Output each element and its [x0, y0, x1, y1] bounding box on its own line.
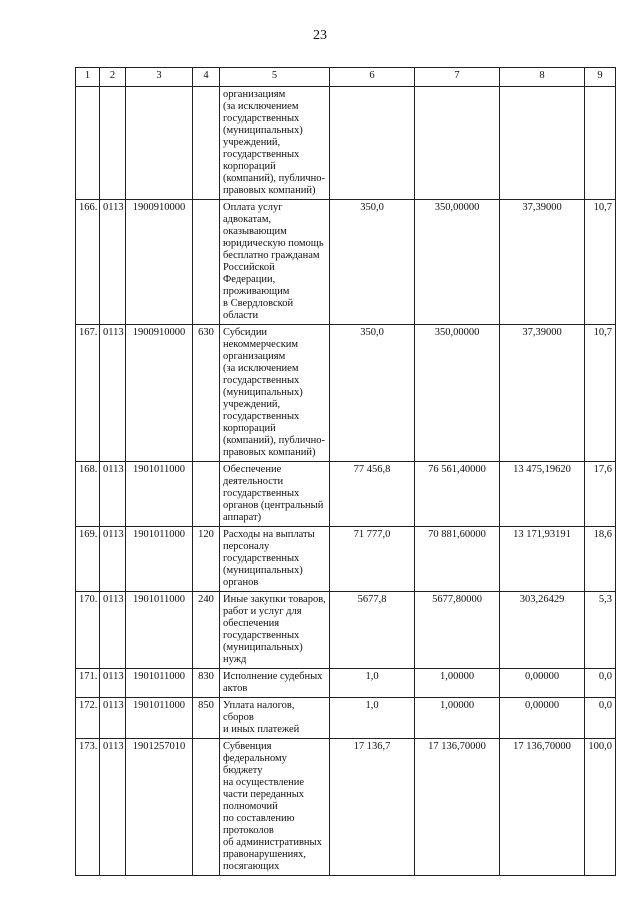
- target-code: 1901011000: [126, 592, 193, 669]
- planned-amount: 71 777,0: [330, 527, 415, 592]
- column-header-9: 9: [585, 68, 616, 87]
- table-body: [76, 87, 616, 876]
- target-code: 1901011000: [126, 698, 193, 739]
- approved-amount: 1,00000: [415, 669, 500, 698]
- row-number: 169.: [76, 527, 100, 592]
- column-header-2: 2: [100, 68, 126, 87]
- row-description: Иные закупки товаров, работ и услуг для обеспечения государственных (муниципальных) нужд: [220, 592, 330, 669]
- execution-percent: [585, 87, 616, 200]
- expense-type: [193, 87, 220, 200]
- executed-amount: [500, 87, 585, 200]
- planned-amount: [330, 87, 415, 200]
- expense-type: 830: [193, 669, 220, 698]
- executed-amount: 13 171,93191: [500, 527, 585, 592]
- row-number: 171.: [76, 669, 100, 698]
- row-description: Расходы на выплаты персоналу государственных (муниципальных) органов: [220, 527, 330, 592]
- execution-percent: 0,0: [585, 669, 616, 698]
- column-header-3: 3: [126, 68, 193, 87]
- row-description: Обеспечение деятельности государственных органов (центральный аппарат): [220, 462, 330, 527]
- executed-amount: 17 136,70000: [500, 739, 585, 876]
- row-number: 170.: [76, 592, 100, 669]
- expense-type: [193, 739, 220, 876]
- row-number: 167.: [76, 325, 100, 462]
- expense-type: 850: [193, 698, 220, 739]
- page-number: 23: [313, 28, 327, 43]
- executed-amount: 303,26429: [500, 592, 585, 669]
- row-description: Субсидии некоммерческим организациям (за исключением государственных (муниципальных) учреждений, государственных корпораций (компаний), публично- правовых компаний): [220, 325, 330, 462]
- budget-table: [75, 67, 616, 876]
- section-code: 0113: [100, 325, 126, 462]
- section-code: 0113: [100, 200, 126, 325]
- target-code: 1901011000: [126, 527, 193, 592]
- section-code: 0113: [100, 592, 126, 669]
- row-number: [76, 87, 100, 200]
- row-description: Оплата услуг адвокатам, оказывающим юридическую помощь бесплатно гражданам Российской Федерации, проживающим в Свердловской области: [220, 200, 330, 325]
- approved-amount: 350,00000: [415, 325, 500, 462]
- section-code: 0113: [100, 462, 126, 527]
- execution-percent: 0,0: [585, 698, 616, 739]
- table-row: [76, 87, 616, 200]
- table-row: [76, 669, 616, 698]
- executed-amount: 0,00000: [500, 698, 585, 739]
- column-header-8: 8: [500, 68, 585, 87]
- executed-amount: 0,00000: [500, 669, 585, 698]
- table-row: [76, 325, 616, 462]
- approved-amount: 76 561,40000: [415, 462, 500, 527]
- planned-amount: 1,0: [330, 669, 415, 698]
- expense-type: [193, 200, 220, 325]
- expense-type: [193, 462, 220, 527]
- table-row: [76, 739, 616, 876]
- approved-amount: 1,00000: [415, 698, 500, 739]
- section-code: 0113: [100, 739, 126, 876]
- column-header-6: 6: [330, 68, 415, 87]
- executed-amount: 37,39000: [500, 200, 585, 325]
- approved-amount: [415, 87, 500, 200]
- row-number: 173.: [76, 739, 100, 876]
- execution-percent: 5,3: [585, 592, 616, 669]
- execution-percent: 17,6: [585, 462, 616, 527]
- approved-amount: 5677,80000: [415, 592, 500, 669]
- section-code: 0113: [100, 669, 126, 698]
- row-description: Субвенция федеральному бюджету на осуществление части переданных полномочий по составлению протоколов об административных правонарушениях, посягающих: [220, 739, 330, 876]
- table-row: [76, 698, 616, 739]
- approved-amount: 70 881,60000: [415, 527, 500, 592]
- column-header-7: 7: [415, 68, 500, 87]
- target-code: 1901257010: [126, 739, 193, 876]
- planned-amount: 1,0: [330, 698, 415, 739]
- row-description: организациям (за исключением государственных (муниципальных) учреждений, государственных корпораций (компаний), публично- правовых компаний): [220, 87, 330, 200]
- planned-amount: 350,0: [330, 325, 415, 462]
- expense-type: 240: [193, 592, 220, 669]
- expense-type: 120: [193, 527, 220, 592]
- row-description: Исполнение судебных актов: [220, 669, 330, 698]
- target-code: [126, 87, 193, 200]
- execution-percent: 10,7: [585, 325, 616, 462]
- section-code: 0113: [100, 698, 126, 739]
- expense-type: 630: [193, 325, 220, 462]
- row-number: 166.: [76, 200, 100, 325]
- header-row: [76, 68, 616, 87]
- approved-amount: 17 136,70000: [415, 739, 500, 876]
- planned-amount: 77 456,8: [330, 462, 415, 527]
- row-number: 172.: [76, 698, 100, 739]
- target-code: 1900910000: [126, 325, 193, 462]
- table-row: [76, 462, 616, 527]
- column-header-4: 4: [193, 68, 220, 87]
- row-number: 168.: [76, 462, 100, 527]
- executed-amount: 13 475,19620: [500, 462, 585, 527]
- table-row: [76, 527, 616, 592]
- column-header-1: 1: [76, 68, 100, 87]
- execution-percent: 18,6: [585, 527, 616, 592]
- table-row: [76, 592, 616, 669]
- execution-percent: 10,7: [585, 200, 616, 325]
- target-code: 1901011000: [126, 669, 193, 698]
- column-header-5: 5: [220, 68, 330, 87]
- target-code: 1901011000: [126, 462, 193, 527]
- table-row: [76, 200, 616, 325]
- planned-amount: 17 136,7: [330, 739, 415, 876]
- approved-amount: 350,00000: [415, 200, 500, 325]
- section-code: [100, 87, 126, 200]
- planned-amount: 5677,8: [330, 592, 415, 669]
- row-description: Уплата налогов, сборов и иных платежей: [220, 698, 330, 739]
- executed-amount: 37,39000: [500, 325, 585, 462]
- planned-amount: 350,0: [330, 200, 415, 325]
- execution-percent: 100,0: [585, 739, 616, 876]
- target-code: 1900910000: [126, 200, 193, 325]
- section-code: 0113: [100, 527, 126, 592]
